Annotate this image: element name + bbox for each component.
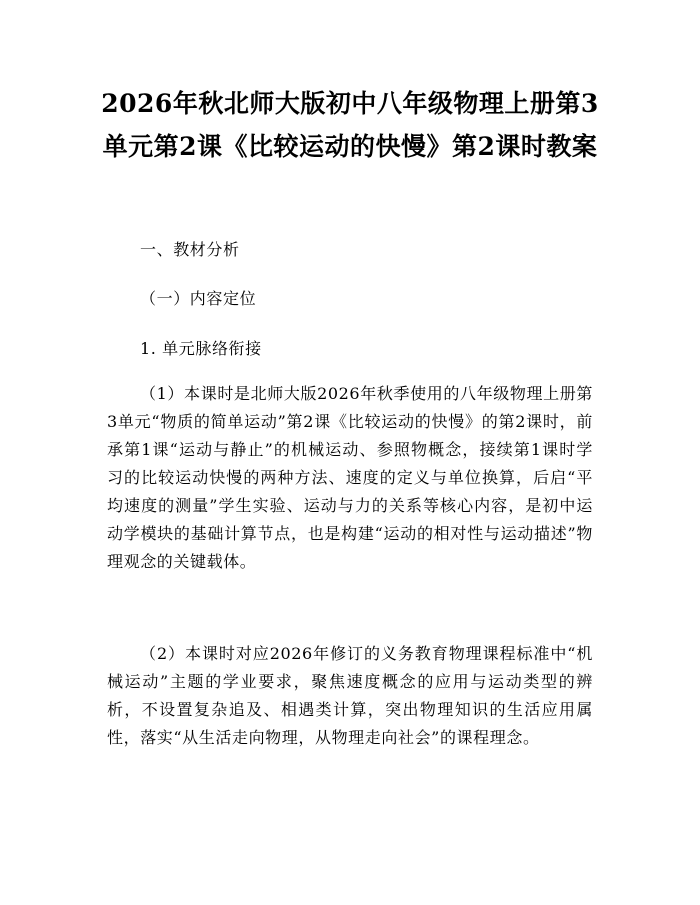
- document-title: 2026年秋北师大版初中八年级物理上册第3单元第2课《比较运动的快慢》第2课时教案: [101, 89, 599, 161]
- subsection-heading: （一）内容定位: [140, 289, 257, 308]
- paragraph-2: （2）本课时对应2026年修订的义务教育物理课程标准中“机械运动”主题的学业要求，聚焦速度概念的应用与运动类型的辨析，不设置复杂追及、相遇类计算，突出物理知识的生活应用属性，落实“从生活走向物理，从物理走向社会”的课程理念。: [107, 644, 593, 747]
- section-heading: 一、教材分析: [140, 240, 240, 259]
- paragraph-1: （1）本课时是北师大版2026年秋季使用的八年级物理上册第3单元“物质的简单运动”第2课《比较运动的快慢》的第2课时，前承第1课“运动与静止”的机械运动、参照物概念，接续第1课时学习的比较运动快慢的两种方法、速度的定义与单位换算，后启“平均速度的测量”学生实验、运动与力的关系等核心内容，是初中运动学模块的基础计算节点，也是构建“运动的相对性与运动描述”物理观念的关键载体。: [107, 384, 593, 571]
- item-heading: 1. 单元脉络衔接: [140, 339, 262, 358]
